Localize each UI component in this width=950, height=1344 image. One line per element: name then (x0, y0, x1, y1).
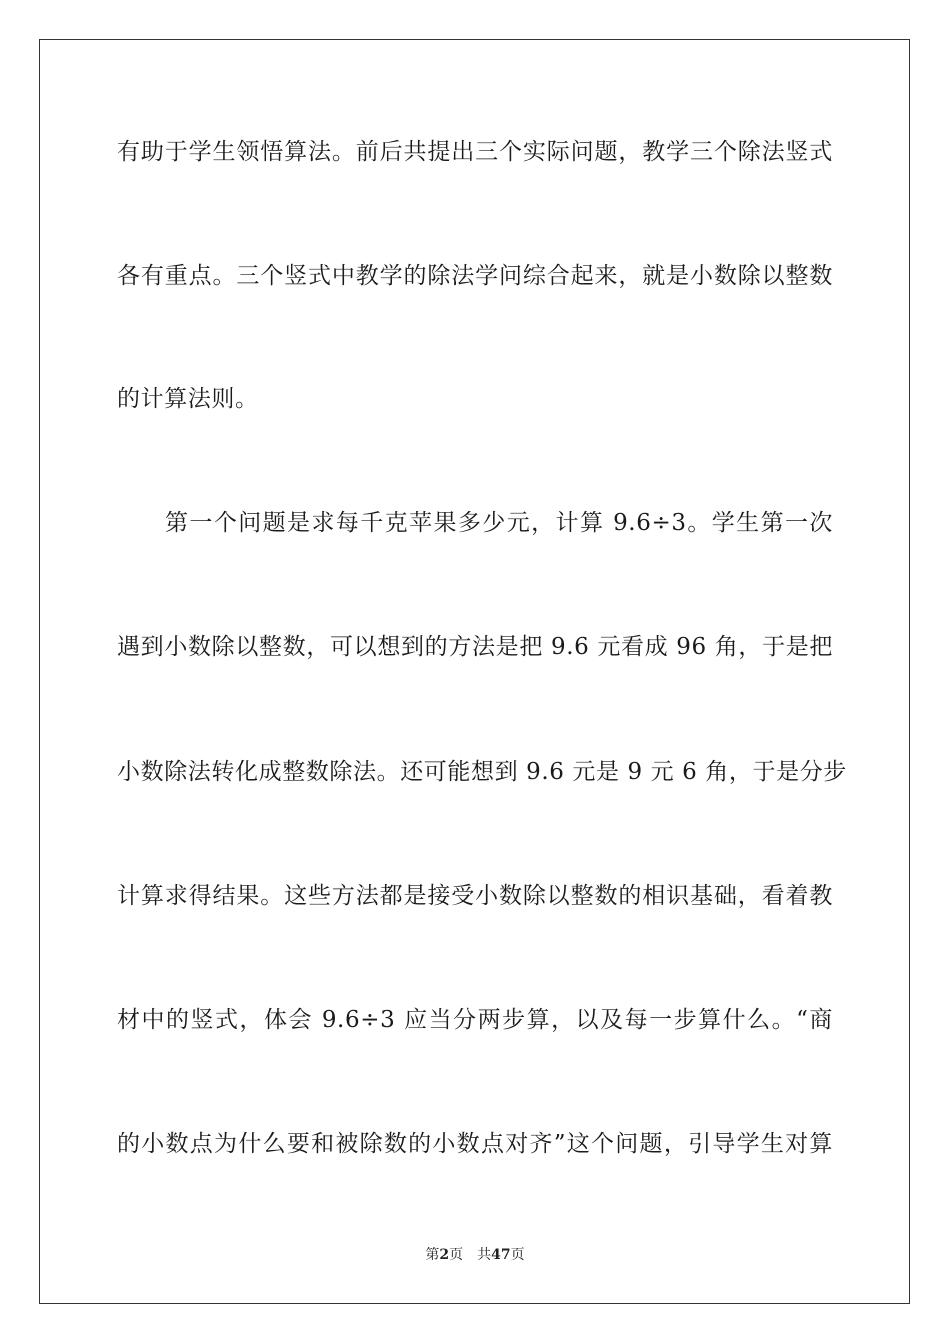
paragraph-2-line-6: 的小数点为什么要和被除数的小数点对齐”这个问题，引导学生对算 (117, 1131, 833, 1157)
paragraph-2-line-2: 遇到小数除以整数，可以想到的方法是把 9.6 元看成 96 角，于是把 (117, 634, 833, 660)
page-border (39, 39, 910, 1304)
paragraph-2-line-1: 第一个问题是求每千克苹果多少元，计算 9.6÷3。学生第一次 (165, 510, 833, 536)
paragraph-line-3: 的计算法则。 (117, 386, 259, 412)
paragraph-line-2: 各有重点。三个竖式中教学的除法学问综合起来，就是小数除以整数 (117, 263, 833, 289)
footer-total-prefix: 共 (477, 1247, 492, 1263)
paragraph-line-1: 有助于学生领悟算法。前后共提出三个实际问题，教学三个除法竖式 (117, 139, 833, 165)
footer-page-prefix: 第 (425, 1247, 440, 1263)
paragraph-2-line-4: 计算求得结果。这些方法都是接受小数除以整数的相识基础，看着教 (117, 883, 833, 909)
page-footer (0, 1245, 950, 1265)
paragraph-2-line-3: 小数除法转化成整数除法。还可能想到 9.6 元是 9 元 6 角，于是分步 (117, 759, 847, 785)
footer-page-suffix: 页 (449, 1247, 464, 1263)
paragraph-2-line-5: 材中的竖式，体会 9.6÷3 应当分两步算，以及每一步算什么。“商 (117, 1007, 833, 1033)
footer-page-number: 2 (439, 1247, 450, 1263)
footer-total-suffix: 页 (510, 1247, 525, 1263)
footer-total-pages: 47 (491, 1247, 511, 1263)
